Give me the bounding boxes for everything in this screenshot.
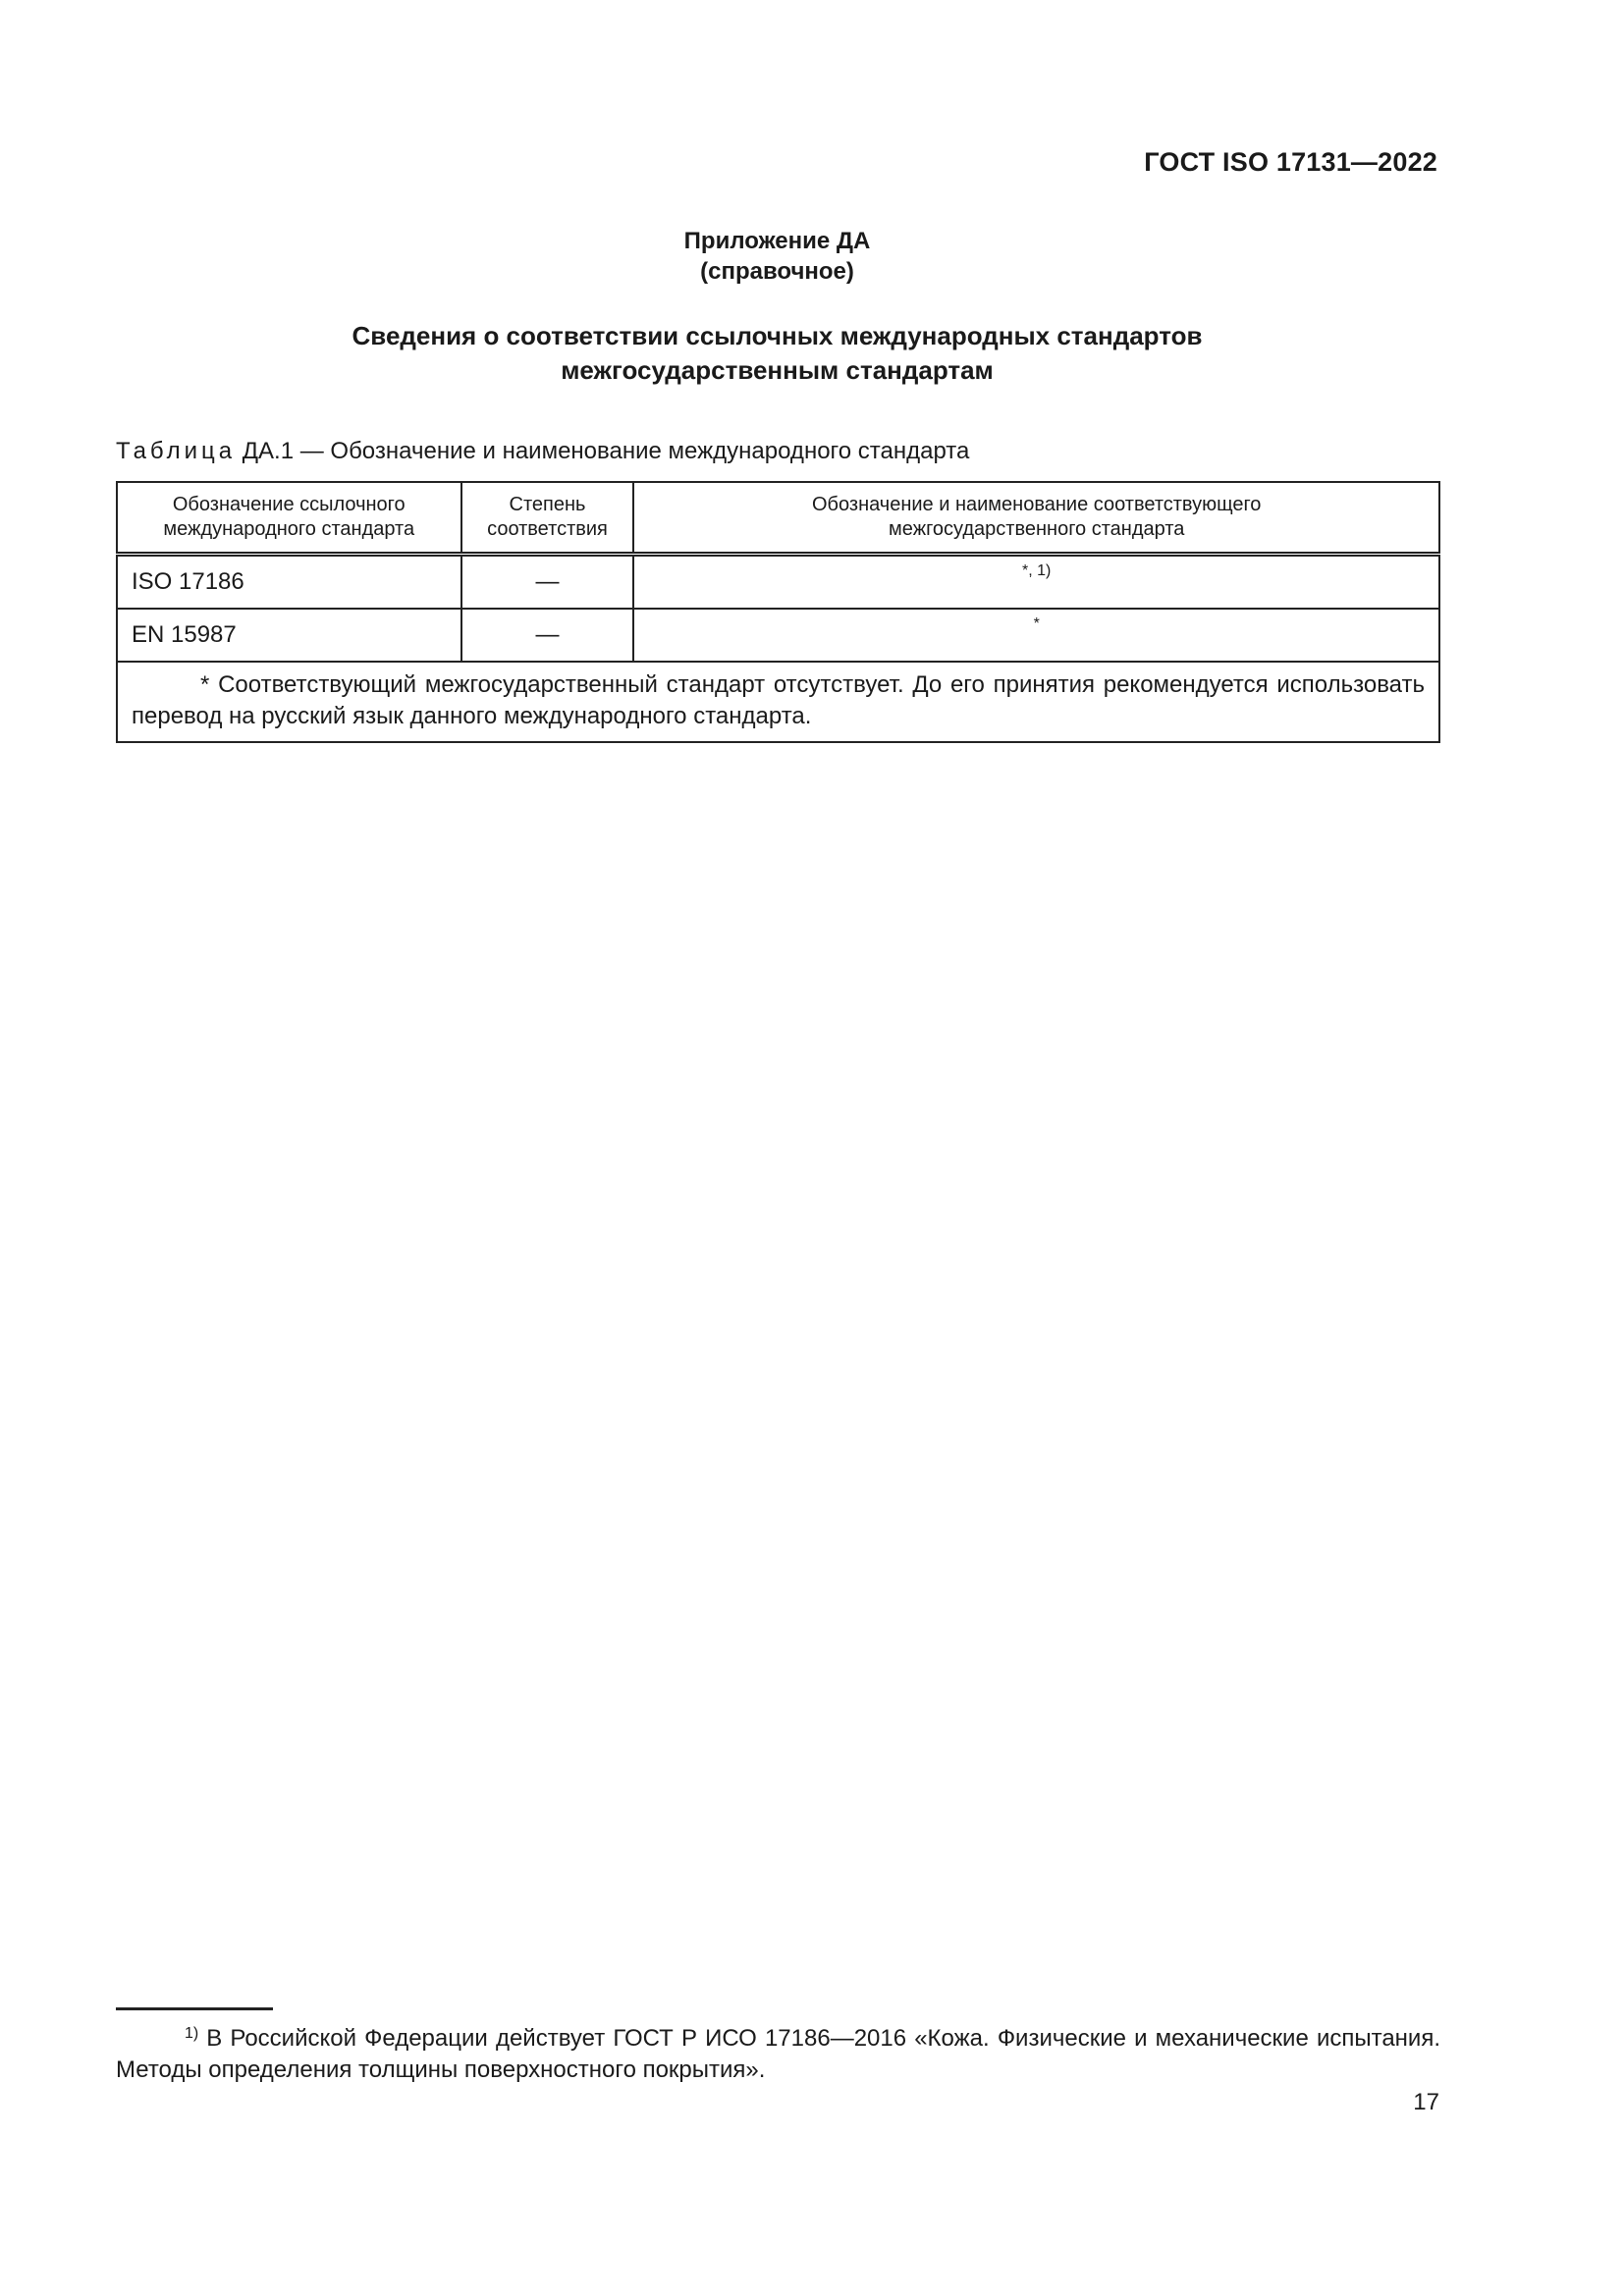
table-row bbox=[117, 609, 1439, 662]
cell-reference-code: ISO 17186 bbox=[117, 555, 461, 610]
cell-degree: — bbox=[461, 609, 634, 662]
table-caption-word: Таблица bbox=[116, 438, 237, 464]
annex-kind: (справочное) bbox=[700, 258, 854, 285]
cell-degree: — bbox=[461, 555, 634, 610]
annex-title bbox=[0, 319, 1554, 388]
column-header-national: Обозначение и наименование соответствующего межгосударственного стандарта bbox=[633, 482, 1439, 555]
column-header-reference: Обозначение ссылочного международного стандарта bbox=[117, 482, 461, 555]
footnote-marker: 1) bbox=[185, 2025, 199, 2042]
footnote-separator bbox=[116, 2007, 273, 2010]
footnote bbox=[116, 2018, 1440, 2086]
standards-table bbox=[116, 481, 1440, 743]
annex-heading bbox=[0, 226, 1554, 287]
annex-name: Приложение ДА bbox=[683, 228, 871, 254]
cell-national-standard: *, 1) bbox=[633, 555, 1439, 610]
table-caption bbox=[116, 438, 969, 465]
footnote-text: В Российской Федерации действует ГОСТ Р ИСО 17186—2016 «Кожа. Физические и механические испытания. Методы определения толщины поверхностного покрытия». bbox=[116, 2025, 1440, 2083]
table-note: * Соответствующий межгосударственный стандарт отсутствует. До его принятия рекомендуется использовать перевод на русский язык данного международного стандарта. bbox=[117, 662, 1439, 742]
table-caption-text: ДА.1 — Обозначение и наименование международного стандарта bbox=[242, 438, 970, 464]
table-header-row bbox=[117, 482, 1439, 555]
table-row bbox=[117, 555, 1439, 610]
cell-national-standard: * bbox=[633, 609, 1439, 662]
annex-title-line-2: межгосударственным стандартам bbox=[561, 355, 994, 385]
annex-title-line-1: Сведения о соответствии ссылочных международных стандартов bbox=[352, 321, 1203, 350]
document-code: ГОСТ ISO 17131—2022 bbox=[1144, 147, 1437, 177]
page-number: 17 bbox=[1413, 2089, 1439, 2115]
table-note-row bbox=[117, 662, 1439, 742]
cell-reference-code: EN 15987 bbox=[117, 609, 461, 662]
column-header-degree: Степень соответствия bbox=[461, 482, 634, 555]
